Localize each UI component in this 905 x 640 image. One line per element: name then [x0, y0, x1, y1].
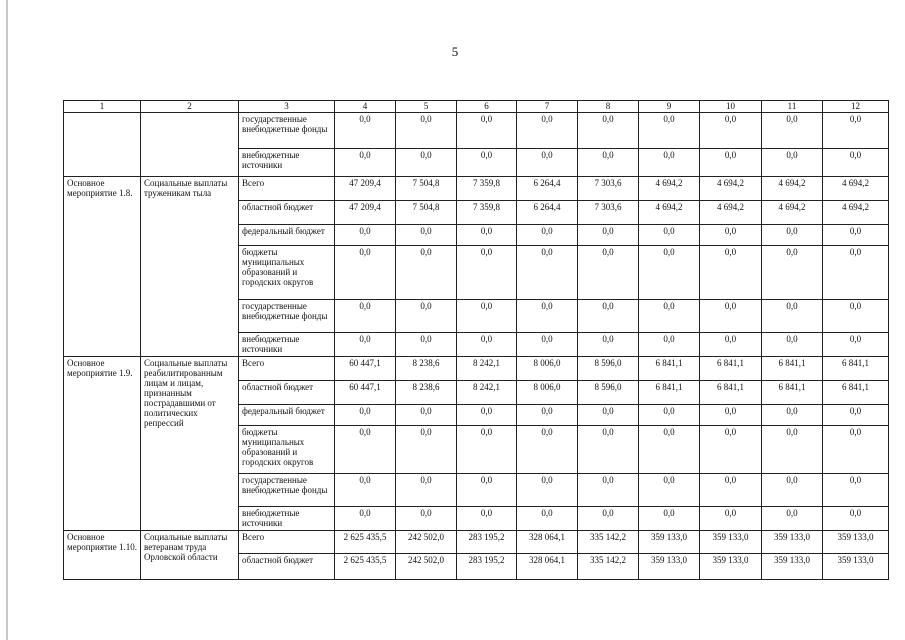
value-cell: 359 133,0 — [823, 531, 889, 554]
funding-source-cell: государственные внебюджетные фонды — [239, 113, 335, 149]
value-cell: 0,0 — [517, 333, 578, 357]
value-cell: 2 625 435,5 — [335, 554, 396, 580]
value-cell: 8 596,0 — [578, 357, 639, 381]
value-cell: 0,0 — [762, 333, 823, 357]
value-cell: 0,0 — [700, 246, 762, 300]
table-row — [64, 113, 889, 149]
header-cell: 3 — [239, 101, 335, 113]
value-cell: 4 694,2 — [639, 201, 700, 225]
value-cell: 0,0 — [517, 405, 578, 426]
value-cell: 0,0 — [762, 113, 823, 149]
value-cell: 0,0 — [823, 149, 889, 177]
page-number: 5 — [451, 44, 459, 59]
funding-source-cell: бюджеты муниципальных образований и городских округов — [239, 426, 335, 474]
value-cell: 0,0 — [578, 405, 639, 426]
header-cell: 8 — [578, 101, 639, 113]
value-cell: 0,0 — [517, 507, 578, 531]
value-cell: 0,0 — [396, 405, 457, 426]
value-cell: 4 694,2 — [700, 201, 762, 225]
value-cell: 0,0 — [517, 300, 578, 333]
value-cell: 0,0 — [700, 225, 762, 246]
value-cell: 8 596,0 — [578, 381, 639, 405]
value-cell: 0,0 — [396, 300, 457, 333]
value-cell: 0,0 — [639, 149, 700, 177]
value-cell: 8 242,1 — [457, 357, 517, 381]
header-cell: 1 — [64, 101, 141, 113]
value-cell: 328 064,1 — [517, 531, 578, 554]
value-cell: 0,0 — [396, 225, 457, 246]
value-cell: 6 841,1 — [762, 357, 823, 381]
header-cell: 10 — [700, 101, 762, 113]
value-cell: 8 238,6 — [396, 381, 457, 405]
value-cell: 7 504,8 — [396, 201, 457, 225]
value-cell: 6 841,1 — [762, 381, 823, 405]
value-cell: 0,0 — [578, 426, 639, 474]
header-cell: 12 — [823, 101, 889, 113]
value-cell: 0,0 — [700, 507, 762, 531]
header-cell: 11 — [762, 101, 823, 113]
value-cell: 6 841,1 — [700, 381, 762, 405]
value-cell: 0,0 — [396, 474, 457, 507]
value-cell: 0,0 — [639, 300, 700, 333]
measure-title-cell: Социальные выплаты труженикам тыла — [141, 177, 239, 357]
value-cell: 6 841,1 — [639, 381, 700, 405]
value-cell: 4 694,2 — [762, 201, 823, 225]
value-cell: 7 303,6 — [578, 177, 639, 201]
budget-table — [63, 100, 889, 580]
value-cell: 359 133,0 — [823, 554, 889, 580]
value-cell: 0,0 — [578, 300, 639, 333]
value-cell: 0,0 — [335, 113, 396, 149]
value-cell: 0,0 — [823, 300, 889, 333]
value-cell: 0,0 — [396, 113, 457, 149]
value-cell: 7 359,8 — [457, 201, 517, 225]
value-cell: 0,0 — [578, 474, 639, 507]
value-cell: 0,0 — [823, 474, 889, 507]
header-cell: 6 — [457, 101, 517, 113]
value-cell: 0,0 — [457, 474, 517, 507]
value-cell: 283 195,2 — [457, 554, 517, 580]
funding-source-cell: бюджеты муниципальных образований и городских округов — [239, 246, 335, 300]
header-cell: 5 — [396, 101, 457, 113]
value-cell: 0,0 — [762, 474, 823, 507]
value-cell: 0,0 — [762, 300, 823, 333]
value-cell: 335 142,2 — [578, 531, 639, 554]
funding-source-cell: областной бюджет — [239, 554, 335, 580]
value-cell: 7 303,6 — [578, 201, 639, 225]
value-cell: 6 841,1 — [700, 357, 762, 381]
funding-source-cell: внебюджетные источники — [239, 149, 335, 177]
value-cell: 0,0 — [517, 246, 578, 300]
funding-source-cell: областной бюджет — [239, 201, 335, 225]
value-cell: 0,0 — [639, 426, 700, 474]
value-cell: 0,0 — [517, 474, 578, 507]
value-cell: 0,0 — [457, 113, 517, 149]
value-cell: 0,0 — [762, 225, 823, 246]
value-cell: 8 238,6 — [396, 357, 457, 381]
value-cell: 0,0 — [700, 426, 762, 474]
value-cell: 4 694,2 — [639, 177, 700, 201]
value-cell: 0,0 — [517, 426, 578, 474]
value-cell: 0,0 — [578, 149, 639, 177]
funding-source-cell: государственные внебюджетные фонды — [239, 300, 335, 333]
value-cell: 60 447,1 — [335, 357, 396, 381]
value-cell: 0,0 — [457, 225, 517, 246]
value-cell: 4 694,2 — [700, 177, 762, 201]
table-row — [64, 531, 889, 554]
value-cell: 0,0 — [700, 113, 762, 149]
value-cell: 359 133,0 — [639, 531, 700, 554]
value-cell: 0,0 — [517, 113, 578, 149]
value-cell: 359 133,0 — [762, 554, 823, 580]
value-cell: 0,0 — [700, 149, 762, 177]
funding-source-cell: федеральный бюджет — [239, 225, 335, 246]
measure-cell: Основное мероприятие 1.10. — [64, 531, 141, 580]
table-row — [64, 177, 889, 201]
value-cell: 0,0 — [335, 333, 396, 357]
measure-title-cell: Социальные выплаты реабилитированным лицам и лицам, признанным пострадавшими от политических репрессий — [141, 357, 239, 531]
value-cell: 0,0 — [700, 333, 762, 357]
value-cell: 0,0 — [823, 113, 889, 149]
value-cell: 0,0 — [700, 300, 762, 333]
value-cell: 0,0 — [335, 300, 396, 333]
value-cell: 60 447,1 — [335, 381, 396, 405]
value-cell: 0,0 — [578, 225, 639, 246]
page-edge-shadow — [6, 0, 8, 640]
value-cell: 0,0 — [762, 507, 823, 531]
value-cell: 0,0 — [396, 246, 457, 300]
funding-source-cell: Всего — [239, 531, 335, 554]
value-cell: 359 133,0 — [700, 531, 762, 554]
value-cell: 335 142,2 — [578, 554, 639, 580]
value-cell: 0,0 — [578, 507, 639, 531]
value-cell: 6 841,1 — [639, 357, 700, 381]
value-cell: 0,0 — [457, 426, 517, 474]
value-cell: 4 694,2 — [823, 177, 889, 201]
value-cell: 6 264,4 — [517, 177, 578, 201]
table-body — [64, 113, 889, 580]
funding-source-cell: внебюджетные источники — [239, 333, 335, 357]
measure-title-cell: Социальные выплаты ветеранам труда Орловской области — [141, 531, 239, 580]
value-cell: 4 694,2 — [762, 177, 823, 201]
value-cell: 8 006,0 — [517, 357, 578, 381]
header-cell: 9 — [639, 101, 700, 113]
value-cell: 0,0 — [700, 474, 762, 507]
value-cell: 359 133,0 — [639, 554, 700, 580]
value-cell: 0,0 — [639, 225, 700, 246]
value-cell: 242 502,0 — [396, 531, 457, 554]
value-cell: 0,0 — [639, 246, 700, 300]
value-cell: 0,0 — [823, 507, 889, 531]
value-cell: 0,0 — [396, 333, 457, 357]
value-cell: 0,0 — [639, 507, 700, 531]
value-cell: 8 242,1 — [457, 381, 517, 405]
value-cell: 6 264,4 — [517, 201, 578, 225]
funding-source-cell: Всего — [239, 177, 335, 201]
measure-cell: Основное мероприятие 1.8. — [64, 177, 141, 357]
value-cell: 0,0 — [639, 333, 700, 357]
value-cell: 0,0 — [396, 149, 457, 177]
value-cell: 0,0 — [639, 113, 700, 149]
value-cell: 0,0 — [457, 507, 517, 531]
value-cell: 0,0 — [762, 149, 823, 177]
funding-source-cell: Всего — [239, 357, 335, 381]
value-cell: 0,0 — [457, 246, 517, 300]
value-cell: 242 502,0 — [396, 554, 457, 580]
value-cell: 283 195,2 — [457, 531, 517, 554]
value-cell: 0,0 — [396, 507, 457, 531]
value-cell: 7 504,8 — [396, 177, 457, 201]
value-cell: 4 694,2 — [823, 201, 889, 225]
value-cell: 0,0 — [823, 246, 889, 300]
value-cell: 359 133,0 — [762, 531, 823, 554]
value-cell: 0,0 — [762, 426, 823, 474]
value-cell: 0,0 — [578, 333, 639, 357]
value-cell: 47 209,4 — [335, 177, 396, 201]
value-cell: 0,0 — [700, 405, 762, 426]
value-cell: 2 625 435,5 — [335, 531, 396, 554]
value-cell: 0,0 — [335, 426, 396, 474]
header-row — [64, 101, 889, 113]
value-cell: 0,0 — [335, 246, 396, 300]
value-cell: 0,0 — [335, 507, 396, 531]
value-cell: 0,0 — [457, 405, 517, 426]
value-cell: 0,0 — [457, 149, 517, 177]
value-cell: 0,0 — [396, 426, 457, 474]
header-cell: 4 — [335, 101, 396, 113]
value-cell: 0,0 — [639, 474, 700, 507]
value-cell: 6 841,1 — [823, 381, 889, 405]
value-cell: 328 064,1 — [517, 554, 578, 580]
value-cell: 0,0 — [578, 246, 639, 300]
value-cell: 47 209,4 — [335, 201, 396, 225]
value-cell: 0,0 — [457, 300, 517, 333]
value-cell: 0,0 — [823, 225, 889, 246]
value-cell: 0,0 — [823, 405, 889, 426]
value-cell: 359 133,0 — [700, 554, 762, 580]
value-cell: 0,0 — [578, 113, 639, 149]
funding-source-cell: федеральный бюджет — [239, 405, 335, 426]
value-cell: 0,0 — [762, 405, 823, 426]
measure-cell — [64, 113, 141, 177]
value-cell: 0,0 — [639, 405, 700, 426]
value-cell: 7 359,8 — [457, 177, 517, 201]
value-cell: 0,0 — [762, 246, 823, 300]
funding-source-cell: внебюджетные источники — [239, 507, 335, 531]
measure-title-cell — [141, 113, 239, 177]
table-row — [64, 357, 889, 381]
value-cell: 0,0 — [335, 149, 396, 177]
value-cell: 0,0 — [517, 225, 578, 246]
header-cell: 2 — [141, 101, 239, 113]
value-cell: 0,0 — [517, 149, 578, 177]
funding-source-cell: областной бюджет — [239, 381, 335, 405]
funding-source-cell: государственные внебюджетные фонды — [239, 474, 335, 507]
value-cell: 0,0 — [335, 225, 396, 246]
value-cell: 0,0 — [457, 333, 517, 357]
header-cell: 7 — [517, 101, 578, 113]
value-cell: 8 006,0 — [517, 381, 578, 405]
value-cell: 0,0 — [823, 426, 889, 474]
value-cell: 0,0 — [335, 474, 396, 507]
measure-cell: Основное мероприятие 1.9. — [64, 357, 141, 531]
value-cell: 0,0 — [335, 405, 396, 426]
value-cell: 6 841,1 — [823, 357, 889, 381]
value-cell: 0,0 — [823, 333, 889, 357]
